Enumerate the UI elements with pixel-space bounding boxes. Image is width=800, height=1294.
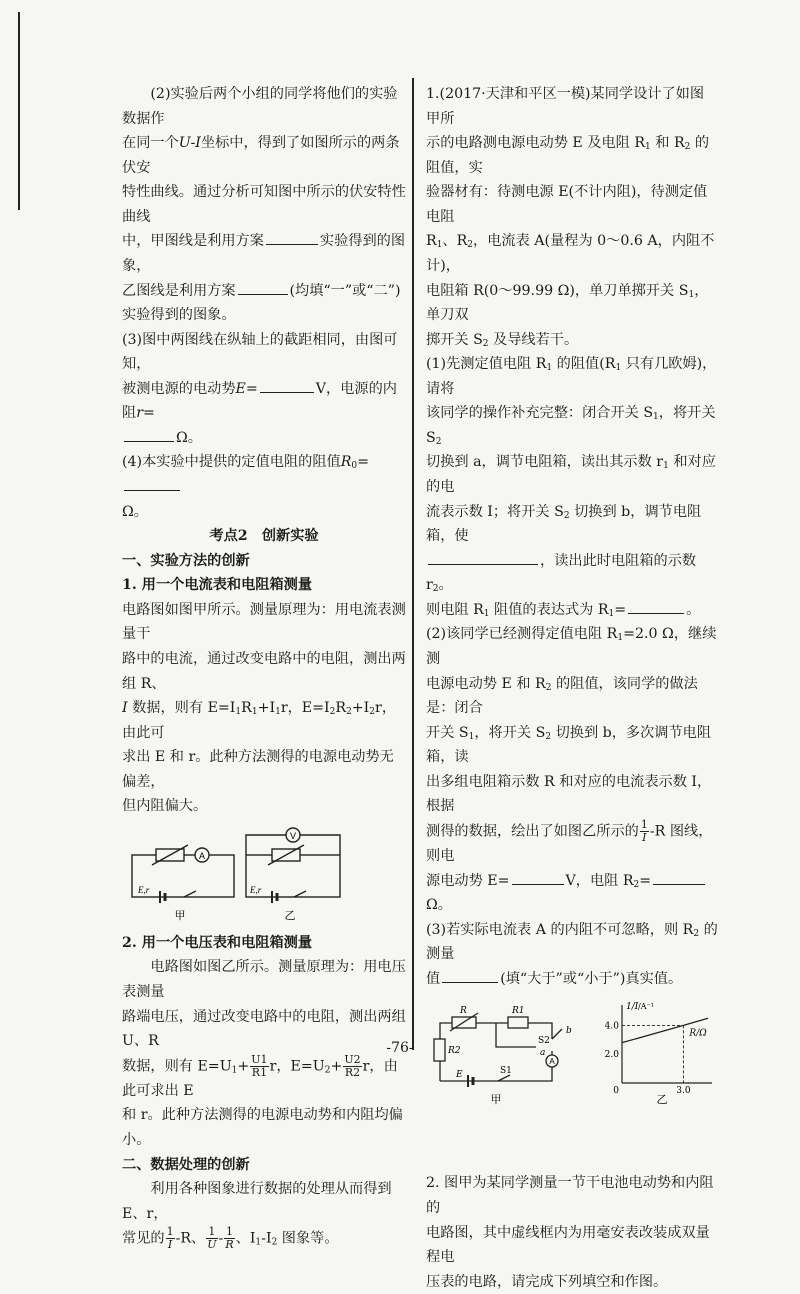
subheading: 2. 用一个电压表和电阻箱测量 — [122, 934, 313, 951]
section-title: 考点2 创新实验 — [209, 528, 319, 545]
y-axis-label: 1/I — [626, 1002, 639, 1013]
method-2-line: 数据，则有 $E=U_1+$ $\frac{U1}{R1}$ r，$E=U_2+$ $\frac{U2}{R2}$ r，由此可求出 E — [122, 1052, 398, 1099]
answer-blank[interactable] — [238, 279, 288, 294]
q1-part3-line: (3)若实际电流表 A 的内阻不可忽略，则 $R_2$ 的测量 — [426, 921, 718, 963]
ammeter-2-label: A — [549, 1057, 555, 1067]
figure-label-a: 甲 — [490, 1093, 502, 1107]
method-3-line: 利用各种图象进行数据的处理从而得到 E、r， — [122, 1181, 392, 1222]
column-divider — [412, 78, 414, 1050]
y-axis-unit: /A⁻¹ — [638, 1002, 654, 1012]
source-label-a: E,r — [138, 884, 150, 895]
origin-label: 0 — [613, 1086, 619, 1097]
answer-blank[interactable] — [653, 869, 705, 884]
method-1-line: 但内阻偏大。 — [122, 798, 208, 815]
answer-blank[interactable] — [124, 427, 174, 442]
q2-line: 压表的电路，请完成下列填空和作图。 — [426, 1273, 668, 1290]
method-2-line: 路端电压，通过改变电路中的电阻，测出两组 U、R — [122, 1008, 406, 1050]
q1-part2-line: 开关 $S_1$，将开关 $S_2$ 切换到 b，多次调节电阻箱，读 — [426, 724, 712, 766]
method-1-line: 电路图如图甲所示。测量原理为：用电流表测量干 — [122, 601, 406, 643]
q2-line: 电路图，其中虚线框内为用毫安表改装成双量程电 — [426, 1224, 710, 1266]
q1-part2-line: 出多组电阻箱示数 R 和对应的电流表示数 I，根据 — [426, 773, 712, 815]
para-4-line: Ω。 — [122, 503, 148, 520]
q1-part1-line: ，读出此时电阻箱的示数 $r_2$。 — [426, 549, 718, 598]
answer-blank[interactable] — [260, 378, 314, 393]
circuit-diagram-1 — [122, 825, 406, 925]
answer-blank[interactable] — [124, 476, 180, 491]
method-1-line: 路中的电流，通过改变电路中的电阻，测出两组 R、 — [122, 650, 406, 692]
para-2-line: 在同一个U-I坐标中，得到了如图所示的两条伏安 — [122, 135, 400, 176]
method-1-line: I 数据，则有 $E=I_1R_1+I_1r$，$E=I_2R_2+I_2r$，由此可 — [122, 700, 397, 741]
fraction: $\frac{U2}{R2}$ — [344, 1052, 361, 1079]
binding-margin-line — [18, 12, 20, 210]
answer-blank[interactable] — [428, 550, 538, 565]
q1-part2-line: (2)该同学已经测得定值电阻 $R_1=2.0$ Ω，继续测 — [426, 626, 717, 667]
ammeter-label: A — [198, 850, 206, 861]
label-a: a — [540, 1048, 546, 1059]
label-s2: S2 — [538, 1036, 550, 1047]
figure-label-b: 乙 — [656, 1093, 668, 1107]
method-1-line: 求出 E 和 r。此种方法测得的电源电动势无偏差， — [122, 749, 394, 790]
fraction: $\frac{1}{I}$ — [166, 1225, 174, 1252]
method-2-line: 电路图如图乙所示。测量原理为：用电压表测量 — [122, 959, 406, 1000]
answer-blank[interactable] — [442, 968, 498, 983]
tick-label-x-3: 3.0 — [676, 1086, 691, 1097]
q1-part3-line: 值 (填“大于”或“小于”)真实值。 — [426, 967, 718, 992]
q1-part1-line: 该同学的操作补充完整：闭合开关 $S_1$，将开关 $S_2$ — [426, 405, 716, 447]
q1-part1-line: 切换到 a，调节电阻箱，读出其示数 $r_1$ 和对应的电 — [426, 454, 716, 495]
fraction: $\frac{1}{I}$ — [640, 817, 648, 844]
subheading: 1. 用一个电流表和电阻箱测量 — [122, 577, 313, 594]
para-2-line: 乙图线是利用方案 (均填“一”或“二”) — [122, 279, 406, 304]
q1-part1-line: 流表示数 I；将开关 $S_2$ 切换到 b，调节电阻箱，使 — [426, 503, 702, 545]
label-r2: R2 — [448, 1046, 461, 1057]
q1-line: $R_1$、$R_2$，电流表 A(量程为 0～0.6 A，内阻不计)， — [426, 233, 715, 274]
q1-line: 1.(2017·天津和平区一模)某同学设计了如图甲所 — [426, 86, 705, 127]
label-s1: S1 — [500, 1066, 512, 1077]
q1-line: 电阻箱 R(0～99.99 Ω)，单刀单掷开关 $S_1$，单刀双 — [426, 282, 709, 324]
q1-part2-line: 电源电动势 E 和 $R_2$ 的阻值，该同学的做法是：闭合 — [426, 675, 698, 717]
method-2-line: 和 r。此种方法测得的电源电动势和内阻均偏小。 — [122, 1107, 403, 1148]
q1-part1-line: (1)先测定值电阻 $R_1$ 的阻值($R_1$ 只有几欧姆)，请将 — [426, 356, 717, 397]
q1-part1-line: 则电阻 $R_1$ 阻值的表达式为 $R_1=$ 。 — [426, 598, 718, 623]
figure-label-b: 乙 — [284, 908, 296, 922]
q1-line: 示的电路测电源电动势 E 及电阻 $R_1$ 和 $R_2$ 的阻值，实 — [426, 135, 710, 176]
para-3-line: 被测电源的电动势E= V，电源的内阻r= — [122, 377, 406, 426]
resistor-r1 — [508, 1017, 528, 1028]
tick-label-y-4: 4.0 — [604, 1021, 619, 1032]
answer-blank[interactable] — [266, 230, 318, 245]
q1-line: 掷开关 $S_2$ 及导线若干。 — [426, 331, 579, 349]
q1-part2-line: 测得的数据，绘出了如图乙所示的 $\frac{1}{I}$ -R 图线，则电 — [426, 817, 713, 865]
label-r: R — [460, 1006, 467, 1017]
para-2-line: 特性曲线。通过分析可知图中所示的伏安特性曲线 — [122, 184, 406, 225]
label-b: b — [566, 1026, 572, 1037]
para-3-line: (3)图中两图线在纵轴上的截距相同，由图可知， — [122, 331, 398, 373]
voltmeter-label: V — [289, 830, 297, 841]
para-2-line: 实验得到的图象。 — [122, 307, 236, 324]
answer-blank[interactable] — [512, 869, 564, 884]
q1-line: 验器材有：待测电源 E(不计内阻)，待测定值电阻 — [426, 184, 708, 225]
right-column — [426, 82, 718, 1294]
label-e: E — [456, 1070, 463, 1081]
fraction: $\frac{1}{R}$ — [225, 1225, 234, 1252]
answer-blank[interactable] — [628, 599, 684, 614]
para-4-line: (4)本实验中提供的定值电阻的阻值$R_0=$ — [122, 450, 406, 499]
tick-label-y-2: 2.0 — [604, 1050, 619, 1061]
q1-part2-line: 源电动势 E= V，电阻 $R_2=\Omega$。 — [426, 869, 718, 918]
source-label-b: E,r — [250, 884, 262, 895]
figure-label-a: 甲 — [174, 908, 186, 922]
heading: 一、实验方法的创新 — [122, 552, 250, 569]
para-3-line: Ω。 — [122, 426, 406, 451]
heading: 二、数据处理的创新 — [122, 1156, 250, 1173]
q2-line: 2. 图甲为某同学测量一节干电池电动势和内阻的 — [426, 1175, 714, 1216]
fraction: $\frac{U1}{R1}$ — [251, 1052, 268, 1079]
method-3-line: 常见的 $\frac{1}{I}$ -R、 $\frac{1}{U}$ - $\frac{1}{R}$ 、$I_1-I_2$ 图象等。 — [122, 1225, 339, 1252]
page-number: -76- — [386, 1040, 414, 1056]
label-r1: R1 — [512, 1006, 525, 1017]
fraction: $\frac{1}{U}$ — [207, 1225, 217, 1252]
para-2-line: 中，甲图线是利用方案 实验得到的图象， — [122, 229, 406, 278]
x-axis-label: R/Ω — [689, 1028, 707, 1039]
para-2-line: (2)实验后两个小组的同学将他们的实验数据作 — [122, 86, 398, 127]
left-column — [122, 82, 406, 1251]
